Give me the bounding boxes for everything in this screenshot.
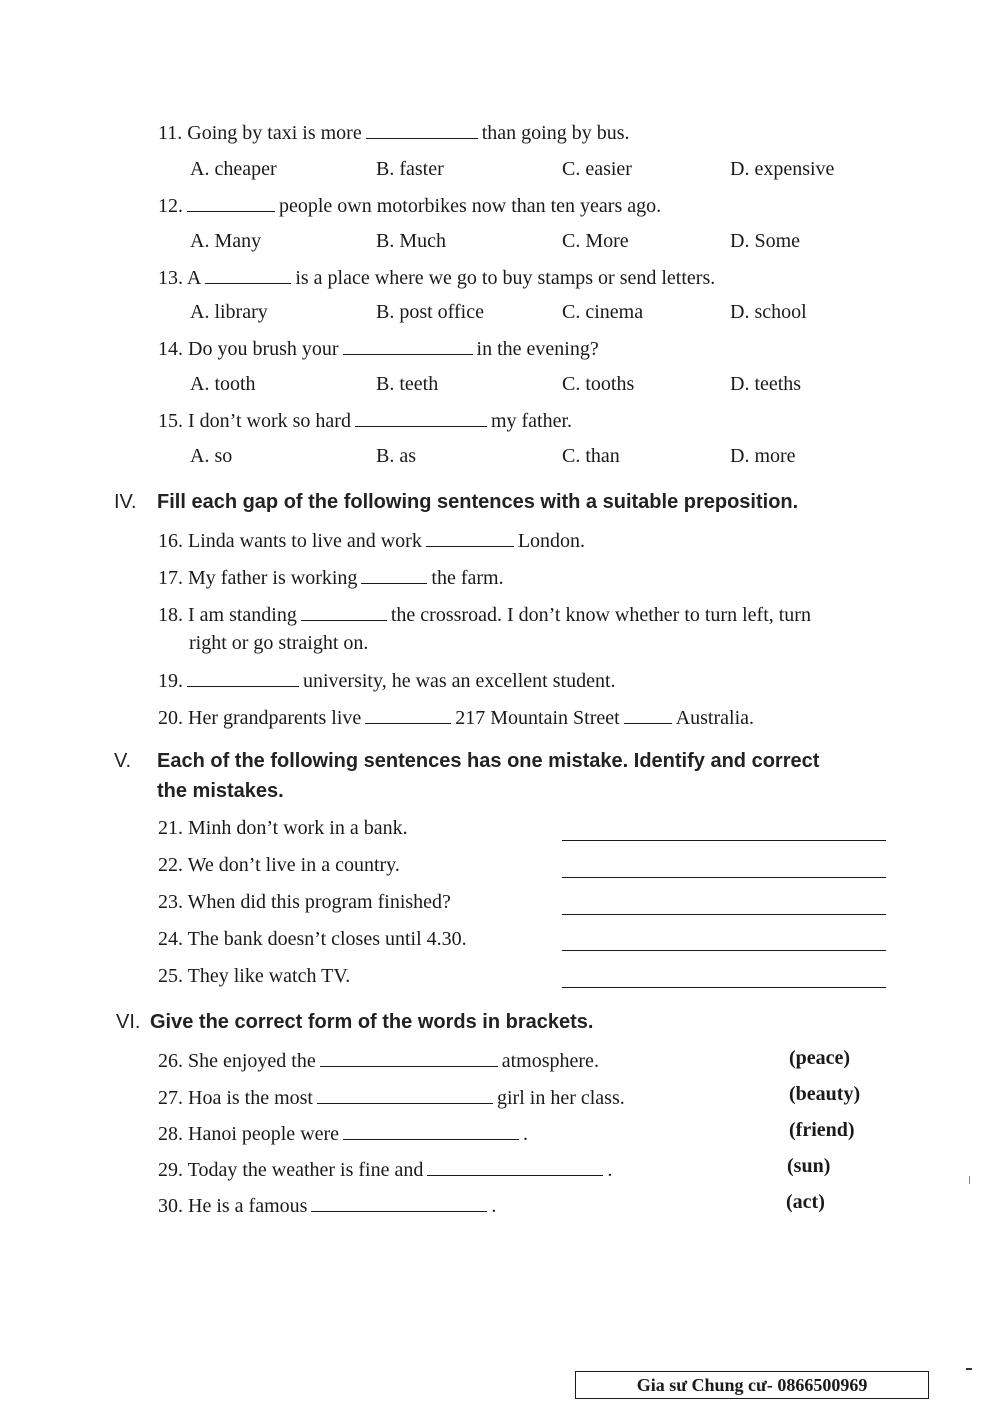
option-a[interactable]: A. cheaper: [190, 158, 277, 180]
section-heading: Each of the following sentences has one mistake. Identify and correct: [157, 750, 820, 772]
word-hint: (peace): [789, 1047, 851, 1069]
answer-blank[interactable]: [187, 193, 275, 212]
option-c[interactable]: C. tooths: [562, 373, 635, 395]
answer-line[interactable]: [562, 950, 886, 951]
option-d[interactable]: D. school: [730, 301, 807, 323]
question-30: 30. He is a famous .: [158, 1195, 497, 1217]
answer-blank[interactable]: [366, 120, 478, 139]
question-13: 13. A is a place where we go to buy stamps or send letters.: [158, 267, 716, 289]
answer-line[interactable]: [562, 987, 886, 988]
answer-blank[interactable]: [361, 565, 427, 584]
section-number: VI.: [116, 1011, 141, 1033]
answer-blank[interactable]: [365, 705, 451, 724]
question-28: 28. Hanoi people were .: [158, 1123, 529, 1145]
option-d[interactable]: D. Some: [730, 230, 800, 252]
option-c[interactable]: C. cinema: [562, 301, 644, 323]
answer-blank[interactable]: [426, 528, 514, 547]
section-heading: Give the correct form of the words in brackets.: [150, 1011, 594, 1033]
answer-blank[interactable]: [427, 1157, 603, 1176]
answer-blank[interactable]: [311, 1193, 487, 1212]
answer-blank[interactable]: [320, 1048, 498, 1067]
word-hint: (beauty): [789, 1083, 861, 1105]
answer-blank[interactable]: [187, 668, 299, 687]
section-number: V.: [114, 750, 132, 772]
option-a[interactable]: A. Many: [190, 230, 262, 252]
option-c[interactable]: C. More: [562, 230, 629, 252]
option-b[interactable]: B. as: [376, 445, 416, 467]
word-hint: (friend): [789, 1119, 855, 1141]
section-number: IV.: [114, 491, 137, 513]
scan-mark: [969, 1176, 970, 1184]
question-24: 24. The bank doesn’t closes until 4.30.: [158, 928, 467, 950]
question-16: 16. Linda wants to live and work London.: [158, 530, 586, 552]
question-14: 14. Do you brush your in the evening?: [158, 338, 599, 360]
question-21: 21. Minh don’t work in a bank.: [158, 817, 408, 839]
answer-blank[interactable]: [343, 336, 473, 355]
option-b[interactable]: B. Much: [376, 230, 446, 252]
option-c[interactable]: C. than: [562, 445, 620, 467]
question-11: 11. Going by taxi is more than going by bus.: [158, 122, 630, 144]
answer-blank[interactable]: [301, 602, 387, 621]
answer-line[interactable]: [562, 877, 886, 878]
question-22: 22. We don’t live in a country.: [158, 854, 400, 876]
word-hint: (act): [786, 1191, 825, 1213]
scan-mark: [966, 1368, 972, 1370]
section-heading-continued: the mistakes.: [157, 780, 284, 802]
option-d[interactable]: D. more: [730, 445, 796, 467]
answer-blank[interactable]: [355, 408, 487, 427]
question-17: 17. My father is working the farm.: [158, 567, 504, 589]
answer-line[interactable]: [562, 914, 886, 915]
question-20: 20. Her grandparents live 217 Mountain Street Australia.: [158, 707, 755, 729]
answer-blank[interactable]: [317, 1085, 493, 1104]
answer-line[interactable]: [562, 840, 886, 841]
option-d[interactable]: D. teeths: [730, 373, 802, 395]
question-25: 25. They like watch TV.: [158, 965, 351, 987]
option-b[interactable]: B. teeth: [376, 373, 439, 395]
question-23: 23. When did this program finished?: [158, 891, 451, 913]
word-hint: (sun): [787, 1155, 831, 1177]
answer-blank[interactable]: [205, 265, 291, 284]
section-heading: Fill each gap of the following sentences with a suitable preposition.: [157, 491, 799, 513]
question-26: 26. She enjoyed the atmosphere.: [158, 1050, 599, 1072]
question-18-continued: right or go straight on.: [189, 632, 369, 654]
option-a[interactable]: A. library: [190, 301, 268, 323]
answer-blank[interactable]: [343, 1121, 519, 1140]
answer-blank[interactable]: [624, 705, 672, 724]
question-29: 29. Today the weather is fine and .: [158, 1159, 613, 1181]
option-a[interactable]: A. so: [190, 445, 233, 467]
question-15: 15. I don’t work so hard my father.: [158, 410, 573, 432]
option-b[interactable]: B. post office: [376, 301, 484, 323]
question-27: 27. Hoa is the most girl in her class.: [158, 1087, 625, 1109]
question-12: 12. people own motorbikes now than ten years ago.: [158, 195, 662, 217]
footer-credit: Gia sư Chung cư- 0866500969: [575, 1371, 929, 1399]
question-19: 19. university, he was an excellent student.: [158, 670, 616, 692]
option-b[interactable]: B. faster: [376, 158, 444, 180]
question-18: 18. I am standing the crossroad. I don’t know whether to turn left, turn: [158, 604, 811, 626]
option-c[interactable]: C. easier: [562, 158, 632, 180]
option-a[interactable]: A. tooth: [190, 373, 256, 395]
option-d[interactable]: D. expensive: [730, 158, 835, 180]
